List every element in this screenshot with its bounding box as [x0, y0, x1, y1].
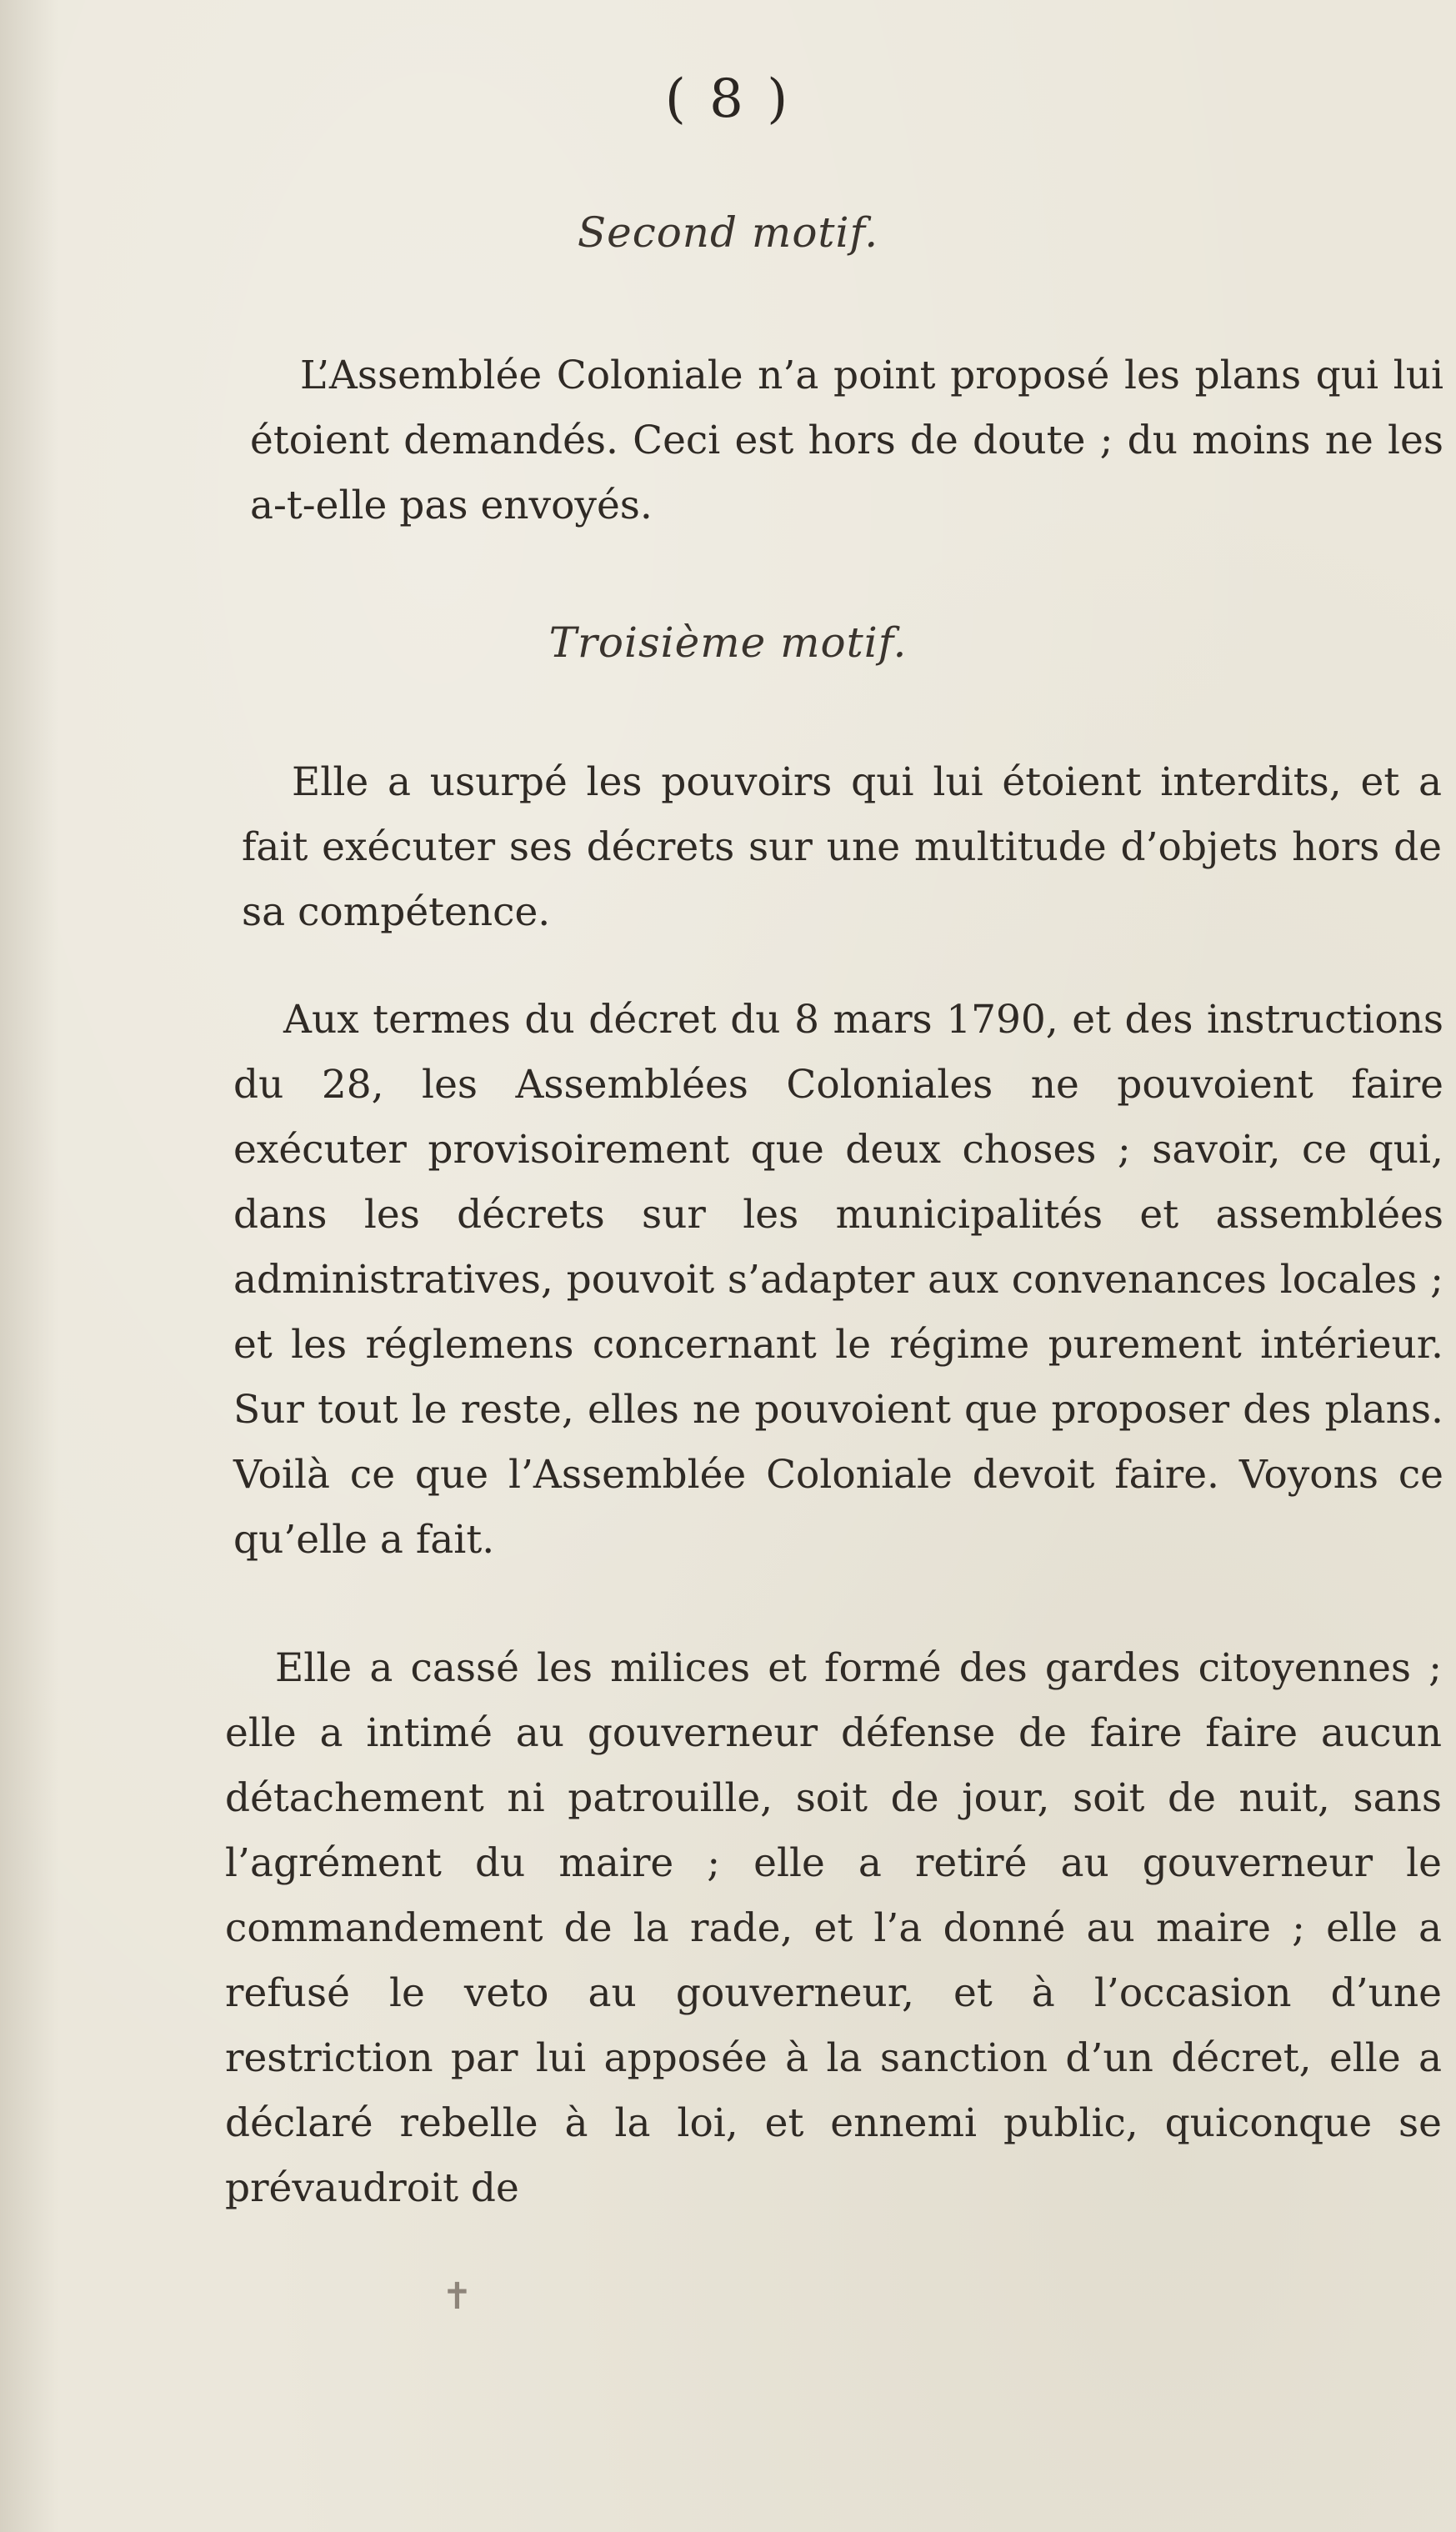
paragraph-3	[233, 988, 1443, 1573]
page-number: ( 8 )	[664, 68, 792, 130]
paragraph-1	[250, 343, 1443, 538]
section-heading-third-motif: Troisième motif.	[548, 618, 908, 667]
paragraph-4-text: Elle a cassé les milices et formé des gardes citoyennes ; elle a intimé au gouverneur défense de faire faire aucun détachement ni patrouille, soit de jour, soit de nuit, sans l’agrément du maire ; elle a retiré au gouverneur le commandement de la rade, et l’a donné au maire ; elle a refusé le veto au gouverneur, et à l’occasion d’une restriction par lui apposée à la sanction d’un décret, elle a déclaré rebelle à la loi, et ennemi public, quiconque se prévaudroit de	[225, 1645, 1442, 2211]
paragraph-4	[225, 1636, 1442, 2221]
paragraph-3-text: Aux termes du décret du 8 mars 1790, et des instructions du 28, les Assemblées Coloniales ne pouvoient faire exécuter provisoirement que deux choses ; savoir, ce qui, dans les décrets sur les municipalités et assemblées administratives, pouvoit s’adapter aux convenances locales ; et les réglemens concernant le régime purement intérieur. Sur tout le reste, elles ne pouvoient que proposer des plans. Voilà ce que l’Assemblée Coloniale devoit faire. Voyons ce qu’elle a fait.	[233, 997, 1443, 1563]
paragraph-2	[242, 750, 1442, 945]
paragraph-1-text: L’Assemblée Coloniale n’a point proposé les plans qui lui étoient demandés. Ceci est hors de doute ; du moins ne les a-t-elle pas envoyés.	[250, 353, 1443, 528]
paragraph-2-text: Elle a usurpé les pouvoirs qui lui étoient interdits, et a fait exécuter ses décrets sur une multitude d’objets hors de sa compétence.	[242, 759, 1442, 935]
section-heading-second-motif: Second motif.	[577, 208, 879, 257]
ornament-mark: ✝	[442, 2275, 473, 2318]
page-gutter-shadow	[0, 0, 58, 2532]
